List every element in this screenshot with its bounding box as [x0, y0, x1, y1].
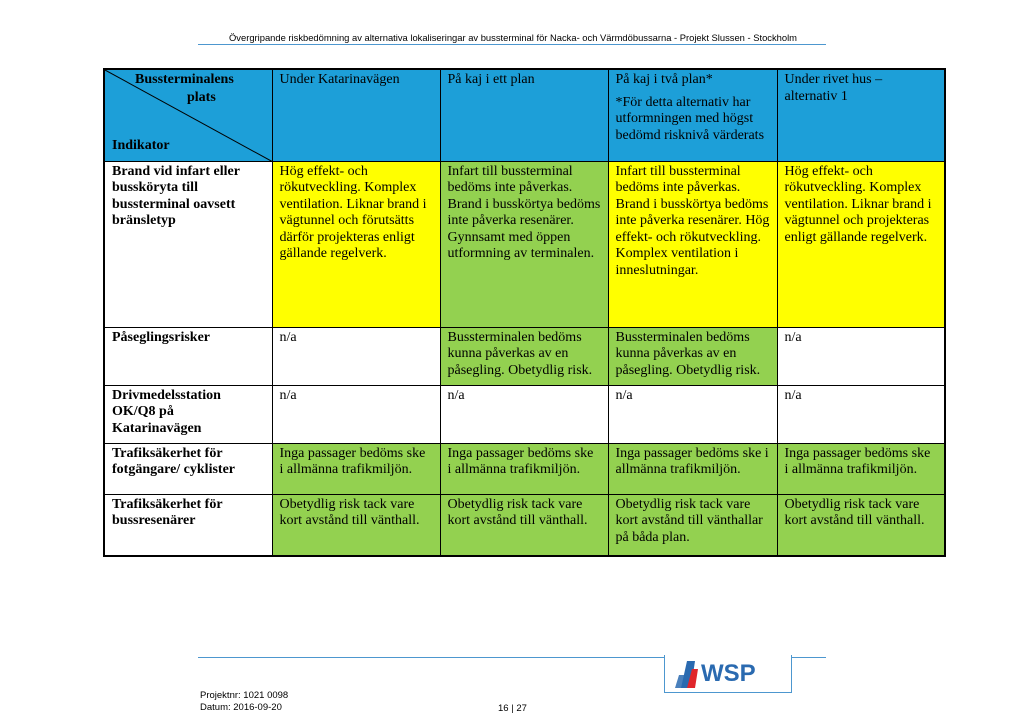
table-cell: Inga passager bedöms ske i allmänna trafikmiljön. — [272, 443, 440, 494]
row-label: Trafiksäkerhet för bussresenärer — [104, 494, 272, 556]
table-cell: Infart till bussterminal bedöms inte påverkas. Brand i busskörtya bedöms inte påverka resenärer. Hög effekt- och rökutveckling. Komplex ventilation i inneslutningar. — [608, 161, 777, 327]
page-number: 16 | 27 — [498, 703, 527, 714]
table-cell: n/a — [272, 385, 440, 443]
logo-frame — [664, 655, 792, 693]
table-cell: Obetydlig risk tack vare kort avstånd till vänthall. — [272, 494, 440, 556]
table-row — [104, 494, 945, 556]
table-cell: n/a — [777, 385, 945, 443]
table-cell: Bussterminalen bedöms kunna påverkas av en påsegling. Obetydlig risk. — [608, 327, 777, 385]
table-header-row — [104, 69, 945, 161]
table-cell: n/a — [777, 327, 945, 385]
document-header: Övergripande riskbedömning av alternativa lokaliseringar av bussterminal för Nacka- och Värmdöbussarna - Projekt Slussen - Stockholm — [229, 32, 797, 43]
wsp-logo — [665, 655, 791, 692]
table-row — [104, 327, 945, 385]
row-label: Påseglingsrisker — [104, 327, 272, 385]
corner-label-location-2: plats — [187, 90, 216, 105]
column-header-label: Under Katarinavägen — [279, 72, 400, 87]
footer-divider-left — [198, 657, 664, 658]
table-cell: Obetydlig risk tack vare kort avstånd till vänthallar på båda plan. — [608, 494, 777, 556]
table-cell: Inga passager bedöms ske i allmänna trafikmiljön. — [608, 443, 777, 494]
table-cell: Obetydlig risk tack vare kort avstånd till vänthall. — [777, 494, 945, 556]
table-cell: Inga passager bedöms ske i allmänna trafikmiljön. — [777, 443, 945, 494]
table-cell: Inga passager bedöms ske i allmänna trafikmiljön. — [440, 443, 608, 494]
table-cell: Infart till bussterminal bedöms inte påverkas. Brand i busskörtya bedöms inte påverka resenärer. Gynnsamt med öppen utformning av terminalen. — [440, 161, 608, 327]
table-row — [104, 385, 945, 443]
header-divider — [198, 44, 826, 45]
table-cell: n/a — [272, 327, 440, 385]
table-cell: n/a — [608, 385, 777, 443]
row-label: Drivmedelsstation OK/Q8 på Katarinavägen — [104, 385, 272, 443]
corner-label-location: Bussterminalens — [135, 72, 234, 87]
column-header-katarinavagen — [272, 69, 440, 161]
table-row — [104, 443, 945, 494]
table-cell: Bussterminalen bedöms kunna påverkas av en påsegling. Obetydlig risk. — [440, 327, 608, 385]
table-cell: Hög effekt- och rökutveckling. Komplex ventilation. Liknar brand i vägtunnel och förutsätts därför projekteras enligt gällande regelverk. — [272, 161, 440, 327]
document-date: Datum: 2016-09-20 — [200, 702, 282, 713]
column-header-label: På kaj i två plan* — [615, 72, 713, 87]
table-row — [104, 161, 945, 327]
column-header-rivet-hus — [777, 69, 945, 161]
footer-divider-right — [790, 657, 826, 658]
table-cell: Obetydlig risk tack vare kort avstånd till vänthall. — [440, 494, 608, 556]
column-header-kaj-tva-plan — [608, 69, 777, 161]
risk-assessment-table — [103, 68, 946, 557]
row-label: Trafiksäkerhet för fotgängare/ cyklister — [104, 443, 272, 494]
column-header-label: Under rivet hus – alternativ 1 — [784, 72, 883, 104]
column-header-note: *För detta alternativ har utformningen med högst bedömd risknivå värderats — [615, 94, 765, 143]
table-cell: Hög effekt- och rökutveckling. Komplex ventilation. Liknar brand i vägtunnel och projekteras enligt gällande regelverk. — [777, 161, 945, 327]
logo-text: WSP — [701, 660, 756, 687]
column-header-label: På kaj i ett plan — [447, 72, 535, 87]
corner-label-indicator: Indikator — [112, 138, 170, 153]
table-cell: n/a — [440, 385, 608, 443]
corner-header-cell — [104, 69, 272, 161]
column-header-kaj-ett-plan — [440, 69, 608, 161]
project-number: Projektnr: 1021 0098 — [200, 690, 289, 701]
row-label: Brand vid infart eller bussköryta till bussterminal oavsett bränsletyp — [104, 161, 272, 327]
